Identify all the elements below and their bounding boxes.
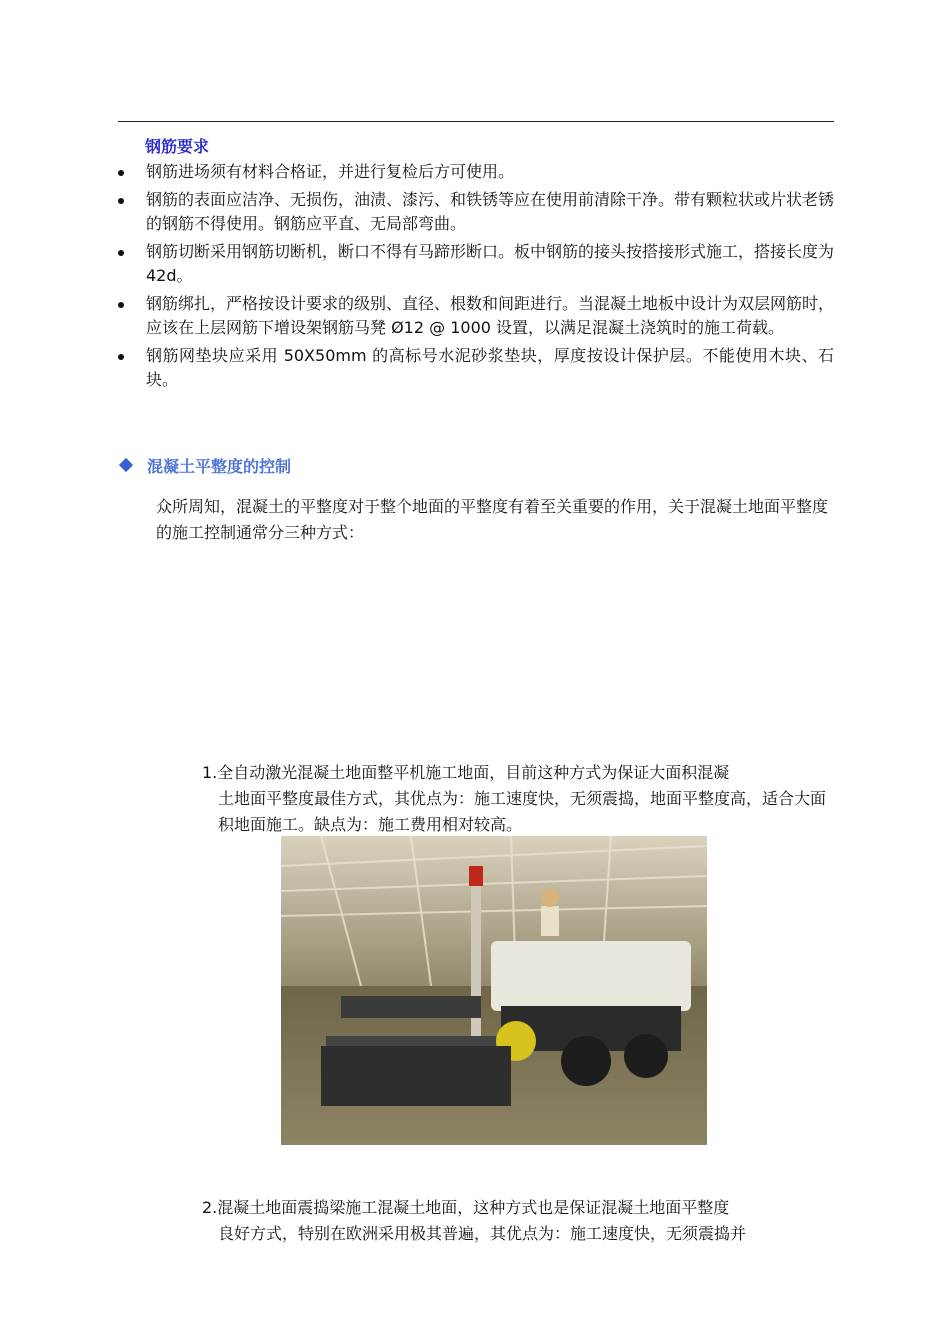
list-item: 钢筋进场须有材料合格证，并进行复检后方可使用。 [118,160,834,184]
header-rule [118,121,834,122]
bullet-icon [118,302,124,308]
list-item: 钢筋绑扎，严格按设计要求的级别、直径、根数和间距进行。当混凝土地板中设计为双层网筋时，应该在上层网筋下增设架钢筋马凳 Ø12 @ 1000 设置，以满足混凝土浇筑时的施工荷载。 [118,292,834,340]
section-heading: 钢筋要求 [145,137,210,156]
bullet-icon [118,250,124,256]
laser-screed-photo [281,836,707,1145]
list-item: 钢筋的表面应洁净、无损伤，油渍、漆污、和铁锈等应在使用前清除干净。带有颗粒状或片状老锈的钢筋不得使用。钢筋应平直、无局部弯曲。 [118,188,834,236]
intro-paragraph: 众所周知，混凝土的平整度对于整个地面的平整度有着至关重要的作用，关于混凝土地面平整度的施工控制通常分三种方式： [156,497,829,542]
method-item-1: 1.全自动激光混凝土地面整平机施工地面，目前这种方式为保证大面积混凝 土地面平整度最佳方式，其优点为：施工速度快，无须震捣，地面平整度高，适合大面积地面施工。缺点为：施工费用相对较高。 [202,763,827,834]
requirements-list [118,160,834,396]
list-item: 钢筋网垫块应采用 50X50mm 的高标号水泥砂浆垫块，厚度按设计保护层。不能使用木块、石块。 [118,344,834,392]
diamond-bullet-icon [119,458,133,472]
bullet-icon [118,170,124,176]
subsection-heading: 混凝土平整度的控制 [118,454,291,477]
bullet-icon [118,198,124,204]
method-item-2: 2.混凝土地面震捣梁施工混凝土地面，这种方式也是保证混凝土地面平整度 良好方式，特别在欧洲采用极其普遍，其优点为：施工速度快，无须震捣并 [202,1198,747,1243]
bullet-icon [118,354,124,360]
list-item: 钢筋切断采用钢筋切断机，断口不得有马蹄形断口。板中钢筋的接头按搭接形式施工，搭接长度为 42d。 [118,240,834,288]
